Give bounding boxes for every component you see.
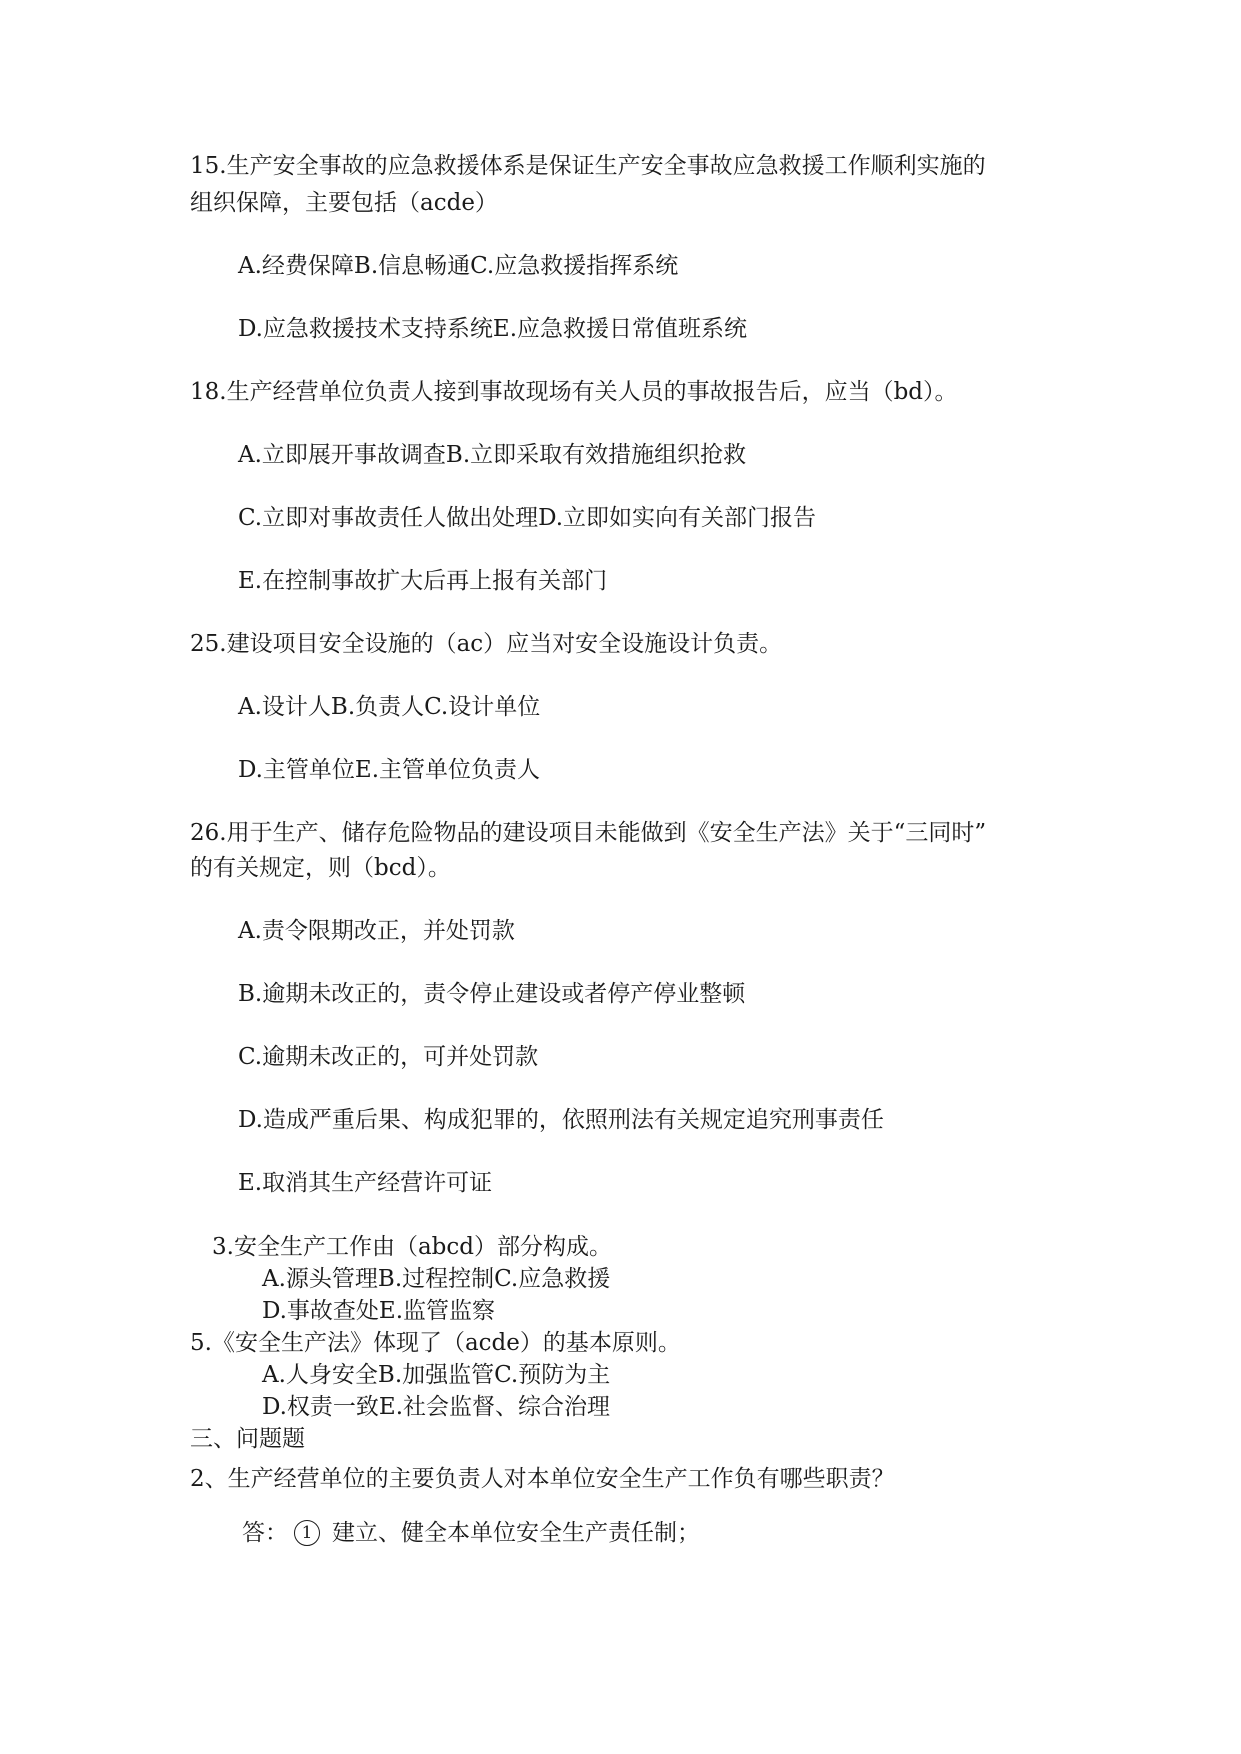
question-18-option-e: E.在控制事故扩大后再上报有关部门 [238, 568, 608, 594]
question-5-options-de: D.权责一致E.社会监督、综合治理 [262, 1394, 611, 1420]
question-5-options-abc: A.人身安全B.加强监管C.预防为主 [262, 1362, 611, 1388]
question-15-options-de: D.应急救援技术支持系统E.应急救援日常值班系统 [238, 316, 748, 342]
question-3: 3.安全生产工作由（abcd）部分构成。 [212, 1234, 612, 1260]
answer-text: 建立、健全本单位安全生产责任制； [332, 1520, 700, 1546]
question-25: 25.建设项目安全设施的（ac）应当对安全设施设计负责。 [190, 631, 783, 657]
question-3-options-de: D.事故查处E.监管监察 [262, 1298, 496, 1324]
question-26-option-d: D.造成严重后果、构成犯罪的，依照刑法有关规定追究刑事责任 [238, 1107, 884, 1133]
question-25-options-abc: A.设计人B.负责人C.设计单位 [238, 694, 541, 720]
question-18-options-ab: A.立即展开事故调查B.立即采取有效措施组织抢救 [238, 442, 747, 468]
question-26-option-b: B.逾期未改正的，责令停止建设或者停产停业整顿 [238, 981, 746, 1007]
question-26-line-1: 26.用于生产、储存危险物品的建设项目未能做到《安全生产法》关于“三同时” [190, 820, 987, 846]
answer-line [242, 1520, 700, 1546]
question-3-options-abc: A.源头管理B.过程控制C.应急救援 [262, 1266, 611, 1292]
question-15-line-1: 15.生产安全事故的应急救援体系是保证生产安全事故应急救援工作顺利实施的 [190, 153, 986, 179]
question-15-line-2: 组织保障，主要包括（acde） [190, 190, 498, 216]
answer-prefix: 答： [242, 1520, 288, 1546]
question-15-options-abc: A.经费保障B.信息畅通C.应急救援指挥系统 [238, 253, 679, 279]
circled-number-marker: 1 [294, 1520, 320, 1546]
question-25-options-de: D.主管单位E.主管单位负责人 [238, 757, 541, 783]
question-26-option-c: C.逾期未改正的，可并处罚款 [238, 1044, 539, 1070]
section-heading-questions: 三、问题题 [190, 1426, 305, 1452]
question-5: 5.《安全生产法》体现了（acde）的基本原则。 [190, 1330, 681, 1356]
question-26-line-2: 的有关规定，则（bcd）。 [190, 855, 451, 881]
question-26-option-e: E.取消其生产经营许可证 [238, 1170, 493, 1196]
question-26-option-a: A.责令限期改正，并处罚款 [238, 918, 515, 944]
question-18-options-cd: C.立即对事故责任人做出处理D.立即如实向有关部门报告 [238, 505, 817, 531]
question-2: 2、生产经营单位的主要负责人对本单位安全生产工作负有哪些职责？ [190, 1466, 895, 1492]
question-18: 18.生产经营单位负责人接到事故现场有关人员的事故报告后，应当（bd）。 [190, 379, 958, 405]
